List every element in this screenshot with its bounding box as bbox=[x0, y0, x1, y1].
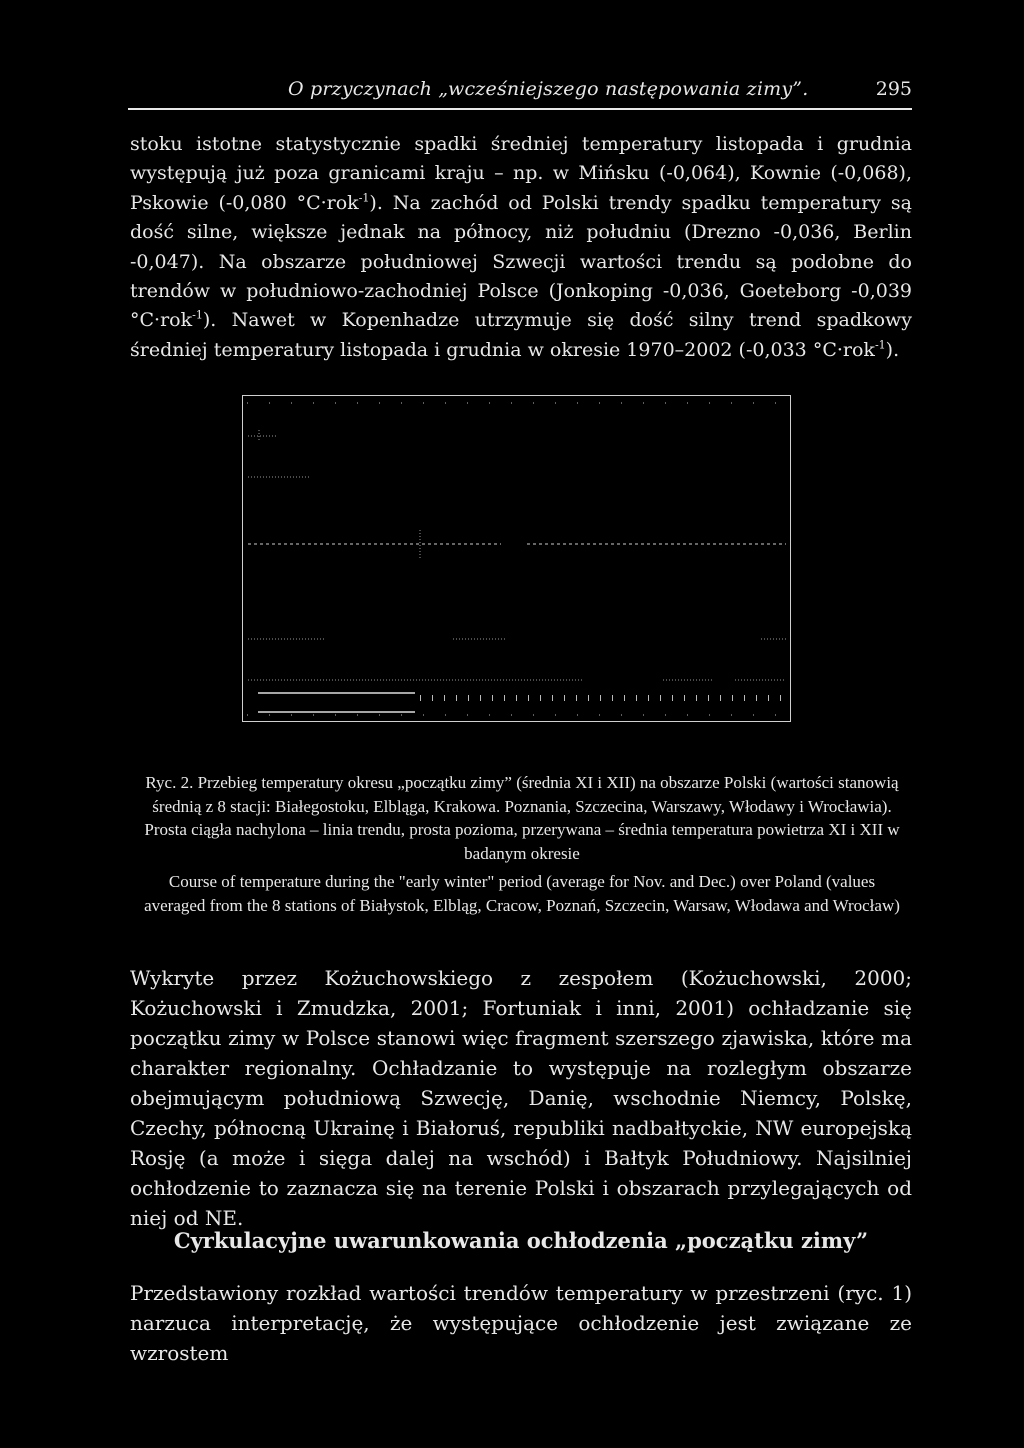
body-paragraph-3: Przedstawiony rozkład wartości trendów temperatury w przestrzeni (ryc. 1) narzuca interpretację, że występujące ochłodzenie jest związane ze wzrostem bbox=[130, 1281, 912, 1365]
running-title: O przyczynach „wcześniejszego następowania zimy”. bbox=[288, 78, 809, 100]
body-paragraph-2: Wykryte przez Kożuchowskiego z zespołem (Kożuchowski, 2000; Kożuchowski i Zmudzka, 2001; Fortuniak i inni, 2001) ochładzanie się początku zimy w Polsce stanowi więc fragment szerszego zjawiska, które ma charakter regionalny. Ochładzanie to występuje na rozległym obszarze obejmującym południową Szwecję, Danię, wschodnie Niemcy, Polskę, Czechy, północną Ukrainę i Białoruś, republiki nadbałtyckie, NW europejską Rosję (a może i sięga dalej na wschód) i Bałtyk Południowy. Najsilniej ochłodzenie to zaznacza się na terenie Polski i obszarach przylegających od niej od NE. bbox=[130, 966, 912, 1230]
superscript: -1 bbox=[874, 338, 886, 352]
paragraph-text: stoku istotne statystycznie spadki średniej temperatury listopada i grudnia występują już poza granicami kraju – np. w Mińsku (-0,064), Kownie (-0,068), Pskowie (-0,080 °C·rok bbox=[130, 133, 912, 214]
figure-graphic bbox=[243, 396, 790, 721]
superscript: -1 bbox=[192, 309, 203, 323]
superscript: -1 bbox=[358, 191, 370, 205]
figure-caption-pl: Ryc. 2. Przebieg temperatury okresu „początku zimy” (średnia XI i XII) na obszarze Polski (wartości stanowią średnią z 8 stacji: Białegostoku, Elbląga, Krakowa. Poznania, Szczecina, Warszawy, Włodawy i Wrocławia). Prosta ciągła nachylona – linia trendu, prosta pozioma, przerywana – średnia temperatura powietrza XI i XII w badanym okresie bbox=[144, 773, 900, 863]
figure-caption-en: Course of temperature during the "early winter" period (average for Nov. and Dec.) over Poland (values averaged from the 8 stations of Białystok, Elbląg, Cracow, Poznań, Szczecin, Warsaw, Włodawa and Wrocław) bbox=[144, 872, 900, 915]
paragraph-text: ). bbox=[885, 338, 900, 361]
section-heading: Cyrkulacyjne uwarunkowania ochłodzenia „początku zimy” bbox=[173, 1228, 869, 1253]
temperature-figure bbox=[242, 395, 791, 722]
paragraph-text: ). Na zachód od Polski trendy spadku temperatury są dość silne, większe jednak na północy, niż południu (Drezno -0,036, Berlin -0,047). Na obszarze południowej Szwecji wartości trendu są podobne do trendów w południowo-zachodniej Polsce (Jonkoping -0,036, Goeteborg -0,039 °C·rok bbox=[130, 191, 912, 332]
body-paragraph-1 bbox=[130, 130, 912, 365]
page-header bbox=[128, 74, 912, 110]
paragraph-text: ). Nawet w Kopenhadze utrzymuje się dość silny trend spadkowy średniej temperatury listopada i grudnia w okresie 1970–2002 (-0,033 °C·rok bbox=[130, 309, 912, 361]
page-number: 295 bbox=[875, 78, 912, 100]
